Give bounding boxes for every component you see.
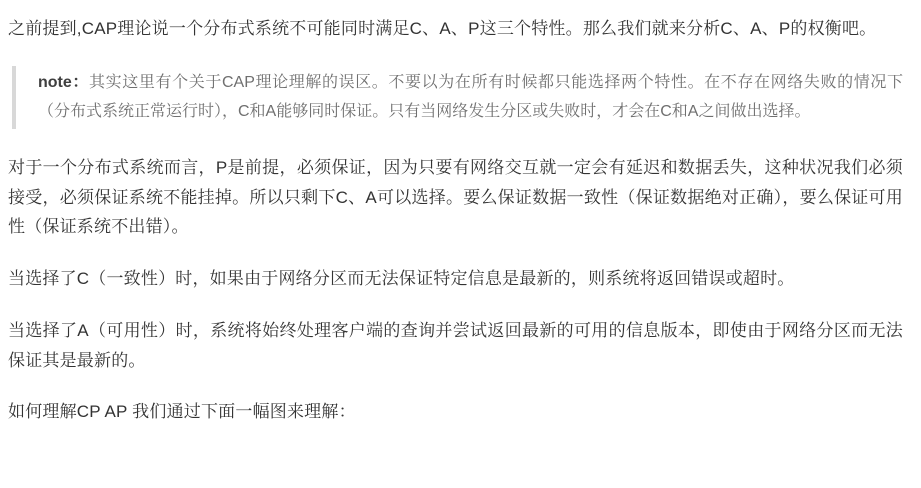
paragraph-choose-c: 当选择了C（一致性）时，如果由于网络分区而无法保证特定信息是最新的，则系统将返回错误或超时。	[8, 269, 795, 289]
paragraph-premise: 对于一个分布式系统而言，P是前提，必须保证，因为只要有网络交互就一定会有延迟和数据丢失，这种状况我们必须接受，必须保证系统不能挂掉。所以只剩下C、A可以选择。要么保证数据一致性（保证数据绝对正确），要么保证可用性（保证系统不出错）。	[8, 157, 903, 237]
note-label: note：	[38, 73, 90, 91]
note-callout	[12, 66, 903, 129]
note-text: 其实这里有个关于CAP理论理解的误区。不要以为在所有时候都只能选择两个特性。在不存在网络失败的情况下（分布式系统正常运行时），C和A能够同时保证。只有当网络发生分区或失败时，才会在C和A之间做出选择。	[38, 73, 903, 121]
paragraph-cp-ap-lead: 如何理解CP AP 我们通过下面一幅图来理解：	[8, 402, 356, 422]
paragraph-choose-a: 当选择了A（可用性）时，系统将始终处理客户端的查询并尝试返回最新的可用的信息版本，即使由于网络分区而无法保证其是最新的。	[8, 320, 903, 370]
note-body	[38, 68, 903, 127]
paragraph-cap-intro: 之前提到,CAP理论说一个分布式系统不可能同时满足C、A、P这三个特性。那么我们就来分析C、A、P的权衡吧。	[8, 19, 877, 38]
